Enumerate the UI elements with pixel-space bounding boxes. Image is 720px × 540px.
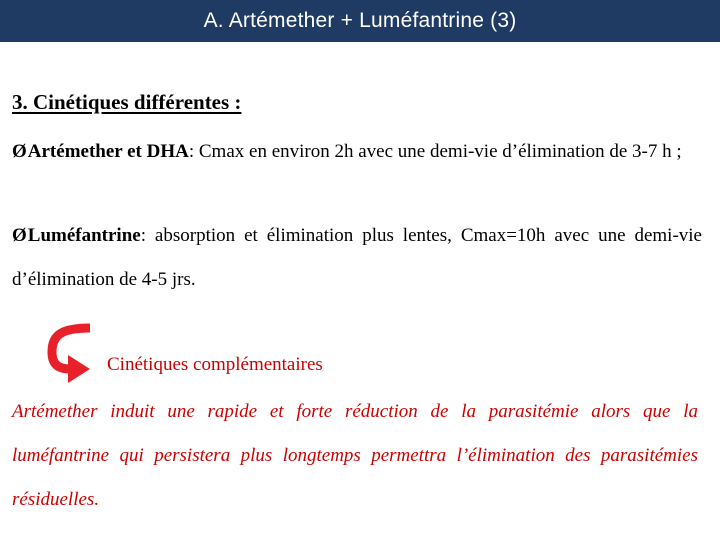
bullet-arrow-icon: Ø	[12, 141, 27, 162]
bullet-text: : absorption et élimination plus lentes, Cmax=10h avec une demi-vie d’élimination de 4-5 jrs.	[12, 225, 702, 290]
slide-title: A. Artémether + Luméfantrine (3)	[203, 9, 517, 32]
bullet-arrow-icon: Ø	[12, 225, 27, 246]
bullet-artemether	[12, 130, 702, 174]
title-bar	[0, 0, 720, 42]
complementary-kinetics-label: Cinétiques complémentaires	[107, 354, 323, 375]
bullet-term: Luméfantrine	[27, 225, 141, 246]
curved-arrow-icon	[44, 322, 104, 384]
bullet-term: Artémether et DHA	[27, 141, 189, 162]
conclusion-text: Artémether induit une rapide et forte réduction de la parasitémie alors que la luméfantrine qui persistera plus longtemps permettra l’élimination des parasitémies résiduelles.	[12, 401, 698, 510]
section-heading: 3. Cinétiques différentes :	[12, 90, 242, 114]
bullet-lumefantrine	[12, 214, 702, 302]
bullet-text: : Cmax en environ 2h avec une demi-vie d’élimination de 3-7 h ;	[188, 141, 682, 162]
